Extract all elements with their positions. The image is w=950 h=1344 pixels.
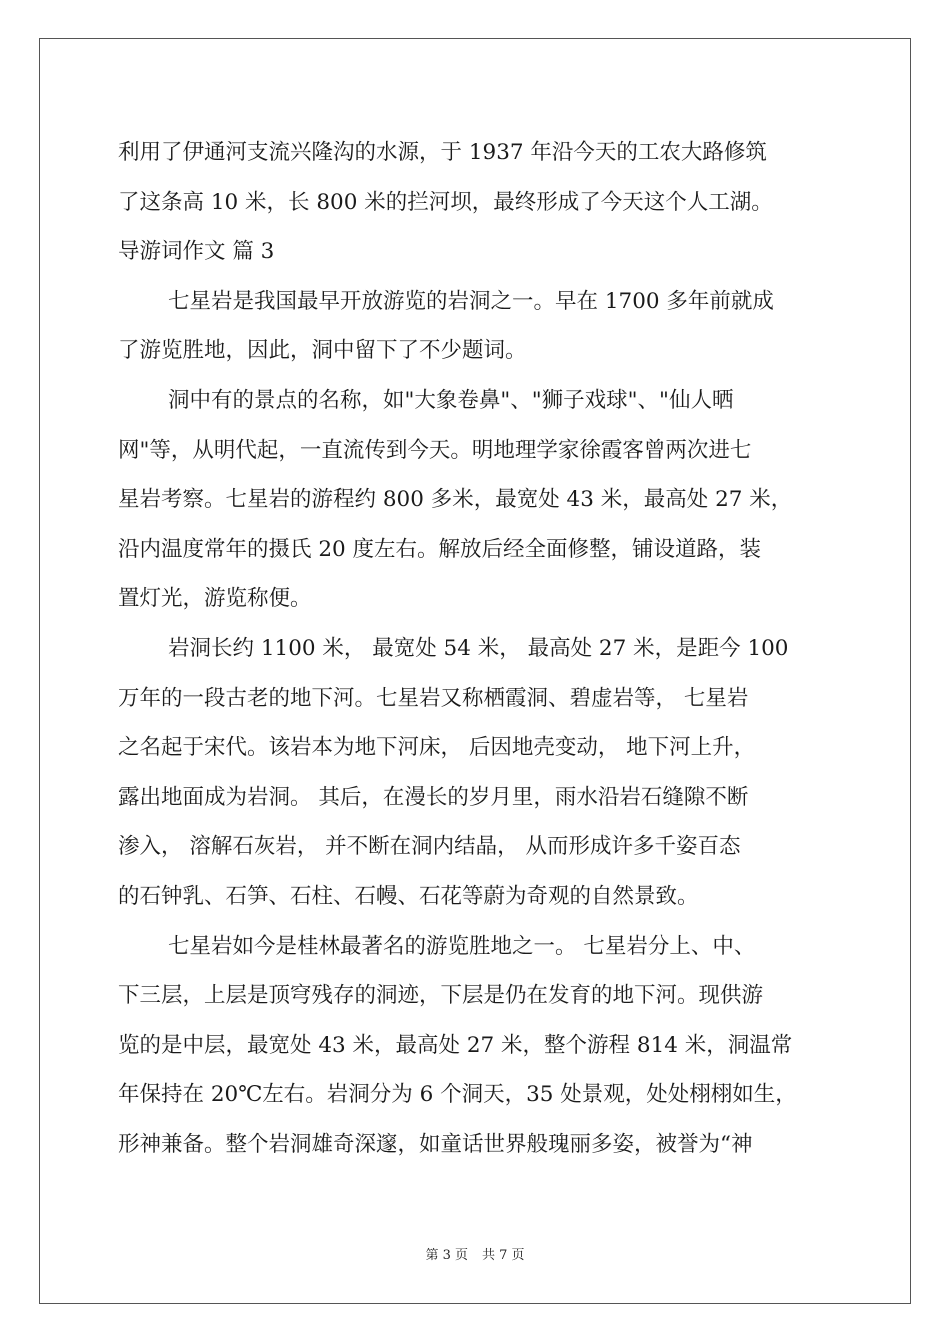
text-line: 了游览胜地，因此，洞中留下了不少题词。 <box>118 338 527 364</box>
page-total: 共 7 页 <box>482 1248 525 1263</box>
text-line: 年保持在 20℃左右。岩洞分为 6 个洞天，35 处景观，处处栩栩如生， <box>118 1082 797 1108</box>
page-footer <box>0 1246 950 1266</box>
text-line: 的石钟乳、石笋、石柱、石幔、石花等蔚为奇观的自然景致。 <box>118 883 699 909</box>
text-line: 置灯光，游览称便。 <box>118 586 312 612</box>
text-line: 露出地面成为岩洞。 其后，在漫长的岁月里，雨水沿岩石缝隙不断 <box>118 784 749 810</box>
paragraph-first-line: 七星岩如今是桂林最著名的游览胜地之一。 七星岩分上、中、 <box>168 933 756 959</box>
text-line: 渗入， 溶解石灰岩， 并不断在洞内结晶， 从而形成许多千姿百态 <box>118 834 741 860</box>
text-line: 沿内温度常年的摄氏 20 度左右。解放后经全面修整，铺设道路，装 <box>118 536 762 562</box>
paragraph-first-line: 七星岩是我国最早开放游览的岩洞之一。早在 1700 多年前就成 <box>168 288 774 314</box>
page-number: 第 3 页 <box>425 1248 468 1263</box>
text-line: 利用了伊通河支流兴隆沟的水源，于 1937 年沿今天的工农大路修筑 <box>118 140 767 165</box>
section-heading: 导游词作文 篇 3 <box>118 239 275 265</box>
text-line: 万年的一段古老的地下河。七星岩又称栖霞洞、碧虚岩等， 七星岩 <box>118 685 749 711</box>
text-line: 形神兼备。整个岩洞雄奇深邃，如童话世界般瑰丽多姿，被誉为“神 <box>118 1131 753 1157</box>
paragraph-first-line: 岩洞长约 1100 米， 最宽处 54 米， 最高处 27 米，是距今 100 <box>168 635 789 661</box>
text-line: 之名起于宋代。该岩本为地下河床， 后因地壳变动， 地下河上升， <box>118 735 756 761</box>
document-body <box>118 128 838 1169</box>
text-line: 览的是中层，最宽处 43 米，最高处 27 米，整个游程 814 米，洞温常 <box>118 1032 793 1058</box>
text-line: 了这条高 10 米，长 800 米的拦河坝，最终形成了今天这个人工湖。 <box>118 189 773 215</box>
text-line: 星岩考察。七星岩的游程约 800 多米，最宽处 43 米，最高处 27 米， <box>118 487 793 513</box>
paragraph-first-line: 洞中有的景点的名称，如"大象卷鼻"、"狮子戏球"、"仙人晒 <box>168 387 734 413</box>
text-line: 网"等，从明代起，一直流传到今天。明地理学家徐霞客曾两次进七 <box>118 437 752 463</box>
text-line: 下三层，上层是顶穹残存的洞迹，下层是仍在发育的地下河。现供游 <box>118 983 764 1009</box>
